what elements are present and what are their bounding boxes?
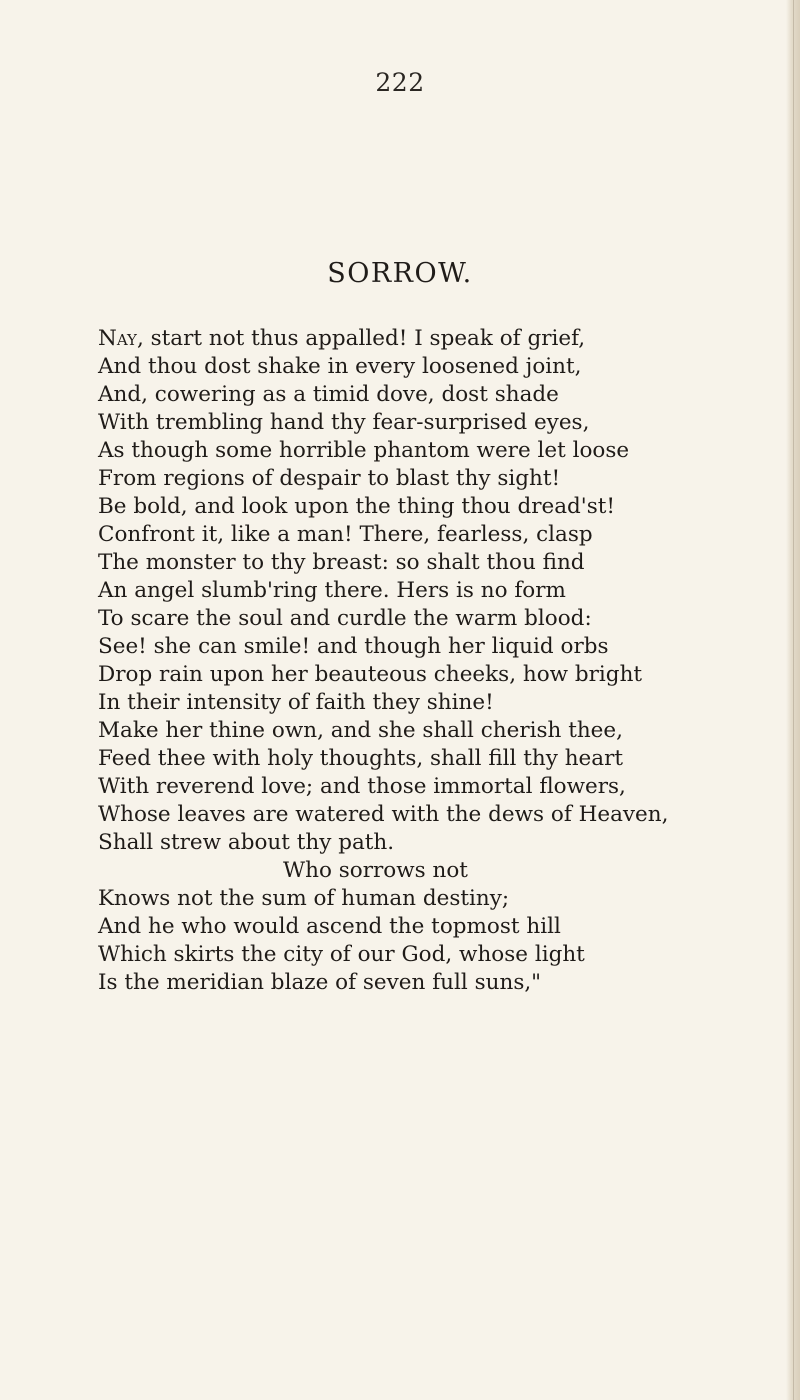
poem-line: An angel slumb'ring there. Hers is no form xyxy=(98,578,566,603)
poem-line: Which skirts the city of our God, whose light xyxy=(98,942,585,967)
poem-line: Is the meridian blaze of seven full suns," xyxy=(98,970,542,995)
poem-line-indented: Who sorrows not xyxy=(283,858,468,883)
poem-line: With trembling hand thy fear-surprised eyes, xyxy=(98,410,590,435)
poem-line: Make her thine own, and she shall cherish thee, xyxy=(98,718,623,743)
poem-line: Be bold, and look upon the thing thou dread'st! xyxy=(98,494,616,519)
poem-line: Confront it, like a man! There, fearless, clasp xyxy=(98,522,593,547)
poem-line: Feed thee with holy thoughts, shall fill thy heart xyxy=(98,746,624,771)
poem-line: Knows not the sum of human destiny; xyxy=(98,886,510,911)
page-edge-line xyxy=(793,0,794,1400)
poem-line: And, cowering as a timid dove, dost shade xyxy=(98,382,559,407)
poem-line: And thou dost shake in every loosened joint, xyxy=(98,354,582,379)
poem-line: Whose leaves are watered with the dews of Heaven, xyxy=(98,802,669,827)
poem-body xyxy=(98,325,788,997)
poem-first-line-rest: , start not thus appalled! I speak of grief, xyxy=(136,326,586,351)
poem-first-word: Nay xyxy=(98,326,137,351)
poem-line: The monster to thy breast: so shalt thou find xyxy=(98,550,585,575)
poem-line: As though some horrible phantom were let loose xyxy=(98,438,630,463)
poem-line: With reverend love; and those immortal flowers, xyxy=(98,774,626,799)
poem-line: See! she can smile! and though her liquid orbs xyxy=(98,634,609,659)
poem-line: To scare the soul and curdle the warm blood: xyxy=(98,606,592,631)
poem-line-1 xyxy=(98,325,788,353)
poem-line: Drop rain upon her beauteous cheeks, how bright xyxy=(98,662,643,687)
poem-line: In their intensity of faith they shine! xyxy=(98,690,494,715)
poem-line: From regions of despair to blast thy sight! xyxy=(98,466,561,491)
poem-line: Shall strew about thy path. xyxy=(98,830,395,855)
poem-title: SORROW. xyxy=(327,258,473,289)
page-number: 222 xyxy=(375,68,425,97)
poem-line: And he who would ascend the topmost hill xyxy=(98,914,561,939)
